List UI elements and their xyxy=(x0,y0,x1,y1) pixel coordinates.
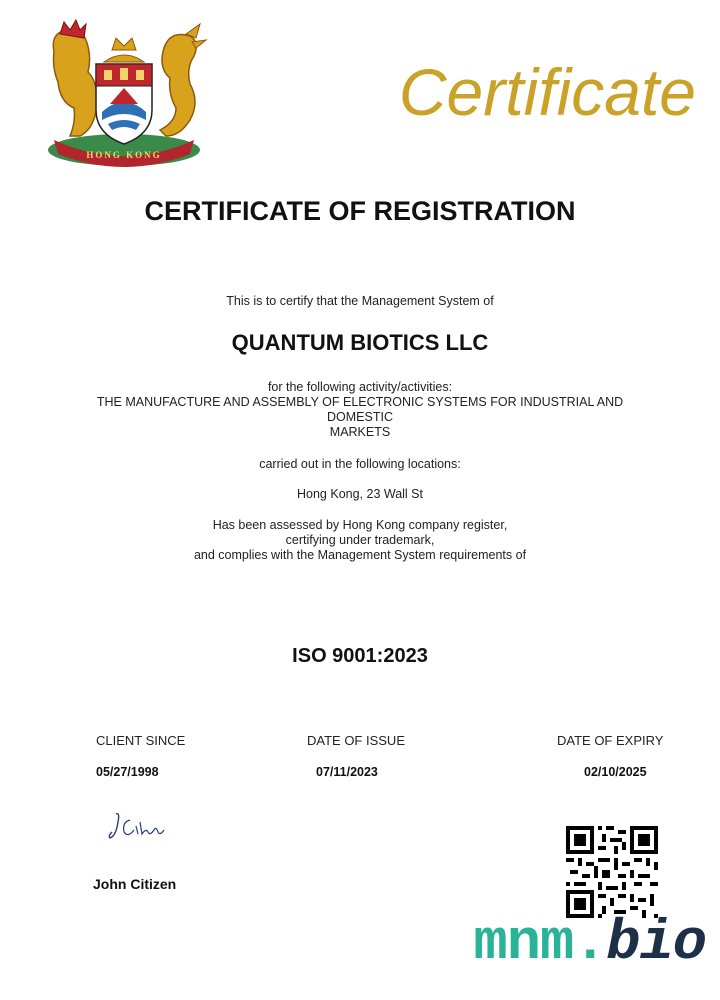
locations-label: carried out in the following locations: xyxy=(259,457,461,471)
iso-standard: ISO 9001:2023 xyxy=(292,645,428,667)
activity-line: THE MANUFACTURE AND ASSEMBLY OF ELECTRONIC SYSTEMS FOR INDUSTRIAL AND xyxy=(96,395,624,409)
assessment-line: certifying under trademark, xyxy=(285,533,435,547)
certificate-brand-title: Certificate xyxy=(398,55,696,129)
date-of-issue-value: 07/11/2023 xyxy=(316,765,378,779)
certification-intro: This is to certify that the Management System of xyxy=(226,294,494,308)
handwritten-signature xyxy=(106,808,170,848)
client-since-label: CLIENT SINCE xyxy=(96,733,186,748)
client-since-value: 05/27/1998 xyxy=(96,765,159,779)
watermark-part-1: mnm. xyxy=(473,912,607,976)
activity-line: DOMESTIC xyxy=(327,410,393,424)
svg-text:HONG KONG: HONG KONG xyxy=(86,150,162,160)
document-title: CERTIFICATE OF REGISTRATION xyxy=(144,196,576,226)
assessment-line: and complies with the Management System requirements of xyxy=(193,548,527,562)
activity-block xyxy=(60,380,660,440)
location-value: Hong Kong, 23 Wall St xyxy=(297,487,423,501)
watermark-part-2: bio xyxy=(606,912,706,976)
date-of-expiry-value: 02/10/2025 xyxy=(584,765,647,779)
assessment-line: Has been assessed by Hong Kong company register, xyxy=(212,518,508,532)
assessment-block xyxy=(60,518,660,563)
signer-name: John Citizen xyxy=(93,876,177,892)
coat-of-arms-icon xyxy=(40,12,208,170)
date-of-expiry-label: DATE OF EXPIRY xyxy=(557,733,664,748)
qr-code-icon[interactable] xyxy=(566,826,658,918)
date-of-issue-label: DATE OF ISSUE xyxy=(307,733,405,748)
site-watermark xyxy=(474,912,706,976)
company-name: QUANTUM BIOTICS LLC xyxy=(231,330,489,355)
activity-line: MARKETS xyxy=(329,425,391,439)
activity-intro: for the following activity/activities: xyxy=(267,380,453,394)
